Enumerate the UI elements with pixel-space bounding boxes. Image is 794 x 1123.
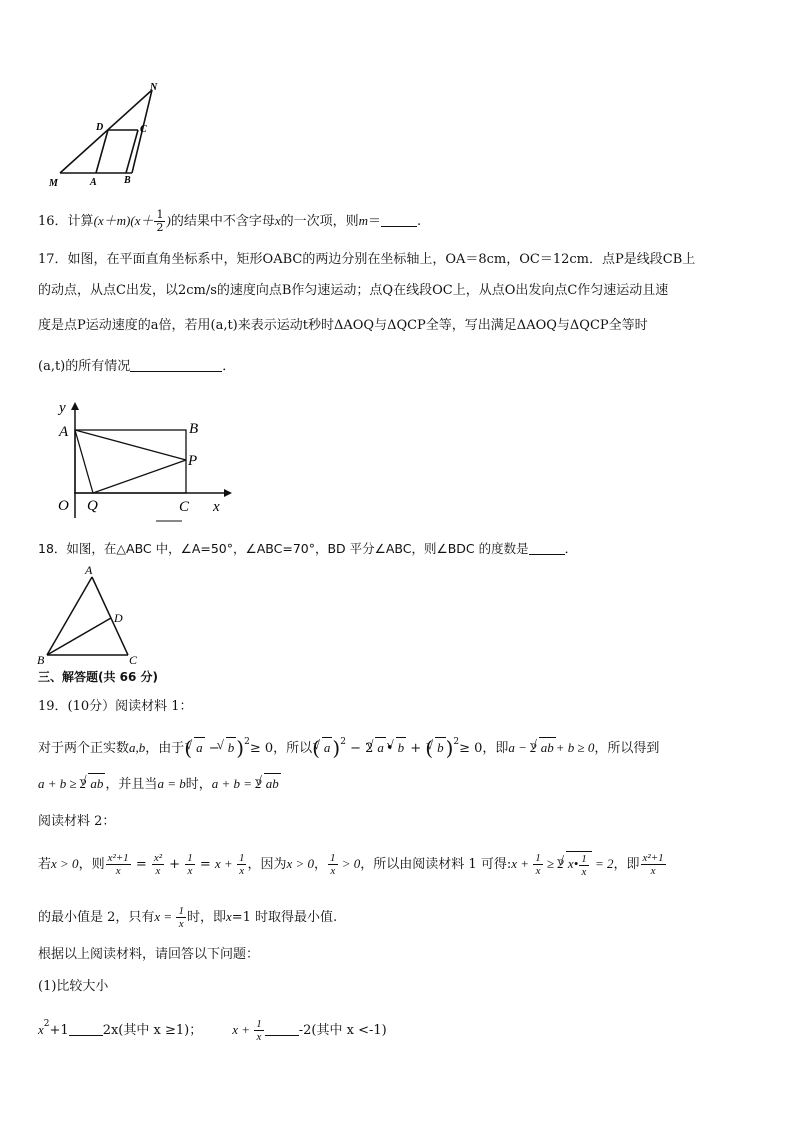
fig18-label-d: D (114, 611, 123, 625)
q19-m2-then: ，则 (78, 857, 105, 872)
q19-m2-frac-8: $\frac{\text{x²+1}}{x}$ (642, 852, 664, 877)
q19-sqrt-ab: √ ab (539, 737, 556, 758)
q19-m2-eq-2: = (195, 857, 215, 872)
fig18-label-c: C (129, 653, 138, 667)
q19-title: 19．(10分）阅读材料 1： (38, 699, 193, 714)
q17-line-4-text: (a,t)的所有情况 (38, 359, 131, 374)
q17-answer-blank[interactable] (130, 371, 222, 372)
q19-m2-sqrt-product (566, 851, 592, 878)
q19-part-1: (1)比较大小 (38, 979, 109, 994)
fig17-label-y: y (59, 400, 66, 416)
q19-m1-l2-a: a + b ≥ 2 (38, 776, 87, 791)
q19-m2-cond2: x > 0 (286, 856, 314, 871)
q19-m2-l2-d: =1 时取得最小值. (231, 910, 338, 925)
fig15-label-a: A (90, 177, 97, 188)
q19-m2-frac-7: $\frac{1}{x}$ (581, 852, 587, 878)
q19-m1-text-c: ≥ 0，所以 (249, 741, 313, 756)
q17-line-2: 的动点，从点C出发，以2cm/s的速度向点B作匀速运动；点Q在线段OC上，从点O出发向点C作匀速运动且速 (38, 283, 669, 298)
fig18-label-a: A (85, 563, 93, 577)
fig17-label-q: Q (87, 498, 98, 514)
q19-material-2-line-1 (38, 851, 756, 878)
q19-bullet: • (385, 741, 394, 756)
q19-m2-so: ，所以由阅读材料 1 可得: (360, 857, 512, 872)
q16-mid: 的结果中不含字母 (170, 214, 275, 229)
fig15-label-m: M (49, 178, 58, 189)
q19-m2-frac-1: $\frac{\text{x²+1}}{x}$ (107, 852, 129, 877)
q19-material-1-line-2 (38, 773, 756, 795)
q19-m1-text-f: + b ≥ 0 (555, 740, 595, 755)
q19-sqrt-b: √ b (226, 737, 237, 758)
q19-m2-eq2: = 2 (591, 856, 614, 871)
q19-m2-sqrt-bullet: • (573, 856, 579, 871)
q19-m1-l2-b: ，并且当 (105, 777, 158, 792)
q19-sup-2b: 2 (340, 737, 346, 747)
q19-m1-text-g: ，所以得到 (594, 741, 660, 756)
q19-m1-text-b: ，由于 (145, 741, 185, 756)
q19-m2-plus: + (165, 857, 185, 872)
q19-m2-l2-a: 的最小值是 2，只有 (38, 910, 155, 925)
q19-m2-l2-frac: $\frac{1}{x}$ (178, 905, 184, 930)
q19-m1-l2-d: 时， (185, 777, 212, 792)
fig15-label-d: D (96, 122, 104, 133)
q17-line-4-end: ． (222, 359, 236, 374)
fig17-label-b: B (189, 421, 199, 437)
q19-m2-because: ，因为 (247, 857, 287, 872)
q19-sqrt-b-2: √ b (396, 737, 407, 758)
q19-sqrt-a: √ a (194, 737, 205, 758)
q19-material-2-line-2 (38, 905, 756, 930)
q19-p1-frac: $\frac{1}{x}$ (256, 1018, 262, 1043)
q18-text: 18．如图，在△ABC 中，∠A=50°，∠ABC=70°，BD 平分∠ABC，则∠BDC 的度数是 (38, 541, 529, 556)
q19-material-2-title: 阅读材料 2： (38, 814, 116, 829)
q19-sqrt-a-3: √ a (375, 737, 386, 758)
q19-minus: − (204, 741, 224, 756)
q19-m2-frac-2: $\frac{\text{x²}}{x}$ (153, 852, 163, 877)
fig17-label-x: x (213, 499, 220, 515)
q19-m2-frac-4: $\frac{1}{x}$ (238, 852, 245, 877)
fig17-label-c: C (179, 499, 190, 515)
q18-answer-blank[interactable] (529, 554, 565, 555)
q19-m2-l2-xeq: x = (154, 909, 176, 924)
q19-m2-l2-c: x (225, 909, 232, 924)
fig18-label-b: B (37, 653, 45, 667)
q17-line-1: 17．如图，在平面直角坐标系中，矩形OABC的两边分别在坐标轴上，OA＝8cm，OC＝12cm．点P是线段CB上 (38, 252, 696, 267)
q19-m2-xplus-2: x + (511, 856, 533, 871)
q16-end: . (417, 214, 422, 229)
q19-m1-l2-sqrt-ab: √ ab (88, 773, 105, 794)
q19-p1-c: -2(其中 x <-1) (298, 1023, 387, 1038)
q16-number: 16． (38, 214, 68, 229)
section-3-heading: 三、解答题(共 66 分) (38, 670, 159, 684)
q19-m2-frac-3: $\frac{1}{x}$ (187, 852, 193, 877)
q19-m1-l2-e: a + b = 2 (211, 776, 262, 791)
q16-answer-blank[interactable] (381, 226, 417, 227)
q19-m2-ge2: ≥ 2 (543, 856, 564, 871)
q19-p1-sup: 2 (43, 1019, 50, 1029)
q19-sqrt-b-3: √ b (435, 737, 446, 758)
fig15-label-b: B (124, 175, 131, 186)
q16-expr: (x＋m)(x＋ (93, 213, 154, 228)
q19-instructions: 根据以上阅读材料，请回答以下问题： (38, 947, 260, 962)
q19-sup-2: 2 (244, 737, 250, 747)
q19-m2-gt0: > 0 (338, 856, 361, 871)
q17-line-4 (38, 357, 756, 377)
q19-m2-cond: x > 0 (51, 856, 79, 871)
q19-m2-ie: ，即 (613, 857, 640, 872)
q19-m1-text-e: a − 2 (508, 740, 537, 755)
q16-expr-close: ) (166, 213, 171, 228)
figure-17 (42, 398, 242, 523)
q19-m2-if: 若 (38, 857, 52, 872)
q16-fraction: $\frac{1}{2}$ (156, 208, 164, 234)
q19-m1-text-a: 对于两个正实数 (38, 741, 130, 756)
fig17-label-a: A (59, 424, 69, 440)
q19-p1-x: x (38, 1022, 44, 1037)
q16-post: 的一次项，则 (280, 214, 359, 229)
q19-m2-comma: ， (314, 857, 328, 872)
q19-m1-ab: a,b (129, 740, 146, 755)
q19-m1-text-d: ≥ 0，即 (459, 741, 509, 756)
q19-plus: + (406, 741, 426, 756)
q19-m2-xplus: x + (214, 856, 236, 871)
figure-15 (40, 84, 160, 194)
q19-m2-l2-b: 时，即 (186, 910, 226, 925)
q18-end: ． (564, 541, 578, 556)
q19-m1-l2-c: a = b (157, 776, 186, 791)
q19-p1-b: 2x(其中 x ≥1)； (102, 1023, 203, 1038)
q19-p1-blank-1[interactable] (69, 1035, 103, 1036)
q19-p1-xplus: x + (232, 1022, 254, 1037)
question-16 (38, 209, 756, 234)
q16-prefix: 计算 (67, 214, 94, 229)
fig17-label-o: O (58, 498, 69, 514)
q19-m2-eq-1: = (131, 857, 151, 872)
q16-eq: ＝ (368, 214, 382, 229)
fig15-label-n: N (150, 82, 158, 93)
q19-part-1-items (38, 1012, 756, 1043)
question-18 (38, 539, 756, 559)
q19-m2-sqrt-x: x (567, 856, 574, 871)
q16-x: x (274, 213, 281, 228)
q19-m2-frac-6: $\frac{1}{x}$ (535, 852, 541, 877)
fig17-label-p: P (188, 453, 198, 469)
q19-material-1-line-1: 对于两个正实数a,b，由于(√ a − √ b )$^2$≥ 0，所以(√ a )$^2$ − 2√ a •√ b + (√ b )$^2$≥ 0，即a − 2√ ab + b ≥ 0，所以得到 (38, 732, 756, 759)
q17-line-3: 度是点P运动速度的a倍，若用(a,t)来表示运动t秒时ΔAOQ与ΔQCP全等，写出满足ΔAOQ与ΔQCP全等时 (38, 318, 648, 333)
figure-18 (36, 563, 146, 667)
q19-sup-2c: 2 (453, 737, 460, 747)
q19-minus-2: − 2 (345, 741, 374, 756)
q19-m1-l2-sqrt-ab-2: √ ab (264, 773, 281, 794)
q16-m: m (358, 213, 369, 228)
fig15-label-c: C (140, 124, 147, 135)
q19-m2-frac-5: $\frac{1}{x}$ (330, 852, 336, 877)
q19-p1-plus1: +1 (49, 1023, 69, 1038)
q19-p1-blank-2[interactable] (265, 1035, 299, 1036)
q19-sqrt-a-2: √ a (322, 737, 333, 758)
